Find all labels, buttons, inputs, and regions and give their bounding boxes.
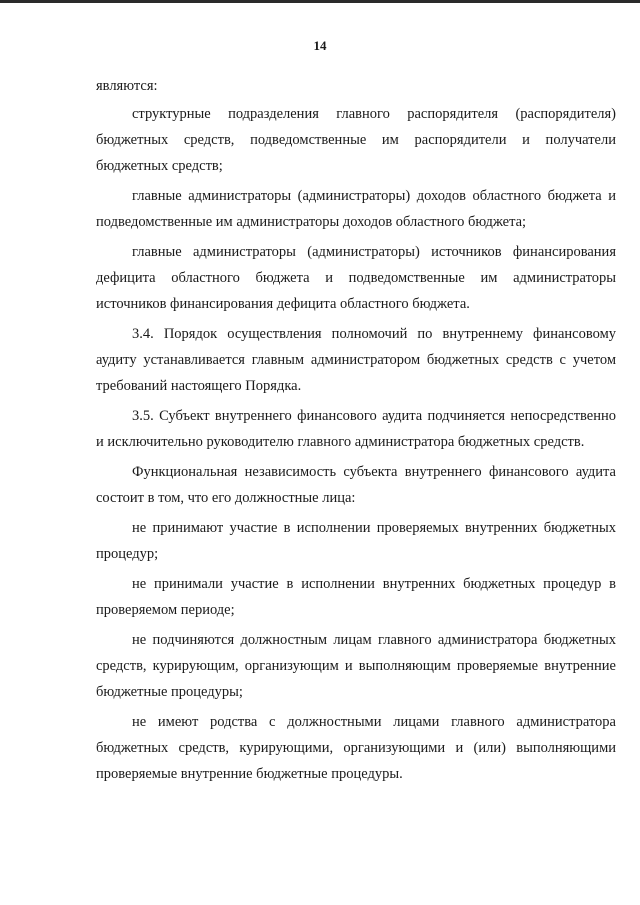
page-top-edge [0, 0, 640, 3]
paragraph-not-subordinate: не подчиняются должностным лицам главного администратора бюджетных средств, курирующим, организующим и выполняющим проверяемые внутренние бюджетные процедуры; [96, 632, 616, 700]
paragraph-3-5: 3.5. Субъект внутреннего финансового аудита подчиняется непосредственно и исключительно руководителю главного администратора бюджетных средств. [96, 408, 616, 450]
paragraph-3-4: 3.4. Порядок осуществления полномочий по внутреннему финансовому аудиту устанавливается главным администратором бюджетных средств с учетом требований настоящего Порядка. [96, 326, 616, 394]
paragraph-deficit-financing: главные администраторы (администраторы) источников финансирования дефицита областного бюджета и подведомственные им администраторы источников финансирования дефицита областного бюджета. [96, 244, 616, 312]
page-number: 14 [313, 38, 327, 53]
paragraph-not-participated-period: не принимали участие в исполнении внутренних бюджетных процедур в проверяемом периоде; [96, 576, 616, 618]
paragraph-not-participate: не принимают участие в исполнении проверяемых внутренних бюджетных процедур; [96, 520, 616, 562]
paragraph-independence: Функциональная независимость субъекта внутреннего финансового аудита состоит в том, что его должностные лица: [96, 464, 616, 506]
document-body [96, 73, 616, 791]
paragraph-no-kinship: не имеют родства с должностными лицами главного администратора бюджетных средств, курирующими, организующими и (или) выполняющими проверяемые внутренние бюджетные процедуры. [96, 714, 616, 782]
paragraph-intro: являются: [96, 78, 158, 94]
paragraph-revenue-administrators: главные администраторы (администраторы) доходов областного бюджета и подведомственные им администраторы доходов областного бюджета; [96, 188, 616, 230]
paragraph-structural-units: структурные подразделения главного распорядителя (распорядителя) бюджетных средств, подведомственные им распорядители и получатели бюджетных средств; [96, 106, 616, 174]
